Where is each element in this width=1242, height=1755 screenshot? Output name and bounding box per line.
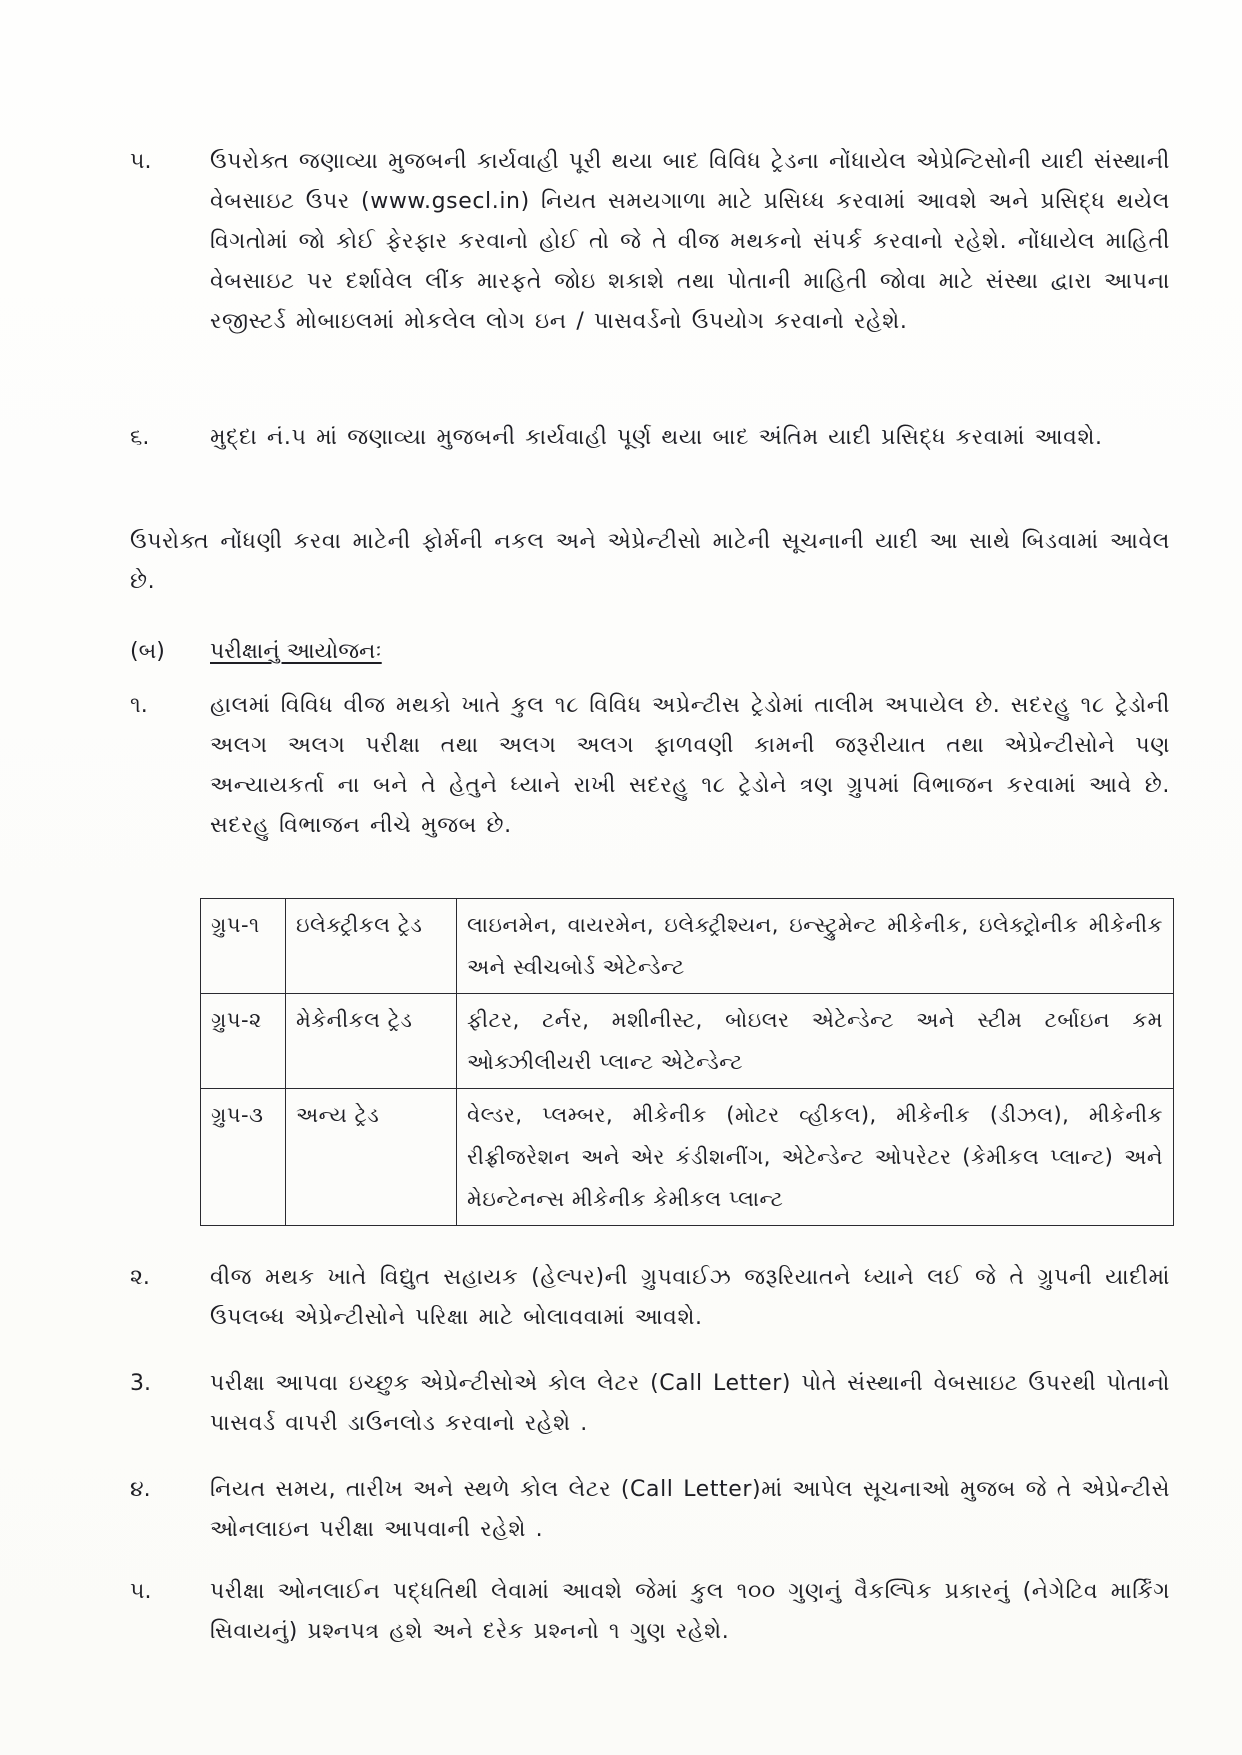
- group-cell: ગ્રુપ-૧: [201, 899, 286, 994]
- item-number: ૧.: [130, 693, 148, 718]
- item-text: હાલમાં વિવિધ વીજ મથકો ખાતે કુલ ૧૮ વિવિધ અપ્રેન્ટીસ ટ્રેડોમાં તાલીમ અપાયેલ છે. સદરહુ ૧૮ ટ્રેડોની અલગ અલગ પરીક્ષા તથા અલગ અલગ ફાળવણી કામની જરૂરીયાત તથા એપ્રેન્ટીસોને પણ અન્યાયકર્તા ના બને તે હેતુને ધ્યાને રાખી સદરહુ ૧૮ ટ્રેડોને ત્રણ ગ્રુપમાં વિભાજન કરવામાં આવે છે. સદરહુ વિભાજન નીચે મુજબ છે.: [210, 693, 1170, 838]
- list-item-2: [130, 1258, 1170, 1338]
- list-item-4: [130, 1470, 1170, 1550]
- attachment-paragraph: ઉપરોક્ત નોંધણી કરવા માટેની ફોર્મની નકલ અને એપ્રેન્ટીસો માટેની સૂચનાની યાદી આ સાથે બિડવામાં આવેલ છે.: [130, 529, 1170, 594]
- item-number: ૬.: [130, 425, 150, 450]
- item-text: વીજ મથક ખાતે વિદ્યુત સહાયક (હેલ્પર)ની ગ્રુપવાઈઝ જરૂરિયાતને ધ્યાને લઈ જે તે ગ્રુપની યાદીમાં ઉપલબ્ધ એપ્રેન્ટીસોને પરિક્ષા માટે બોલાવવામાં આવશે.: [210, 1265, 1170, 1330]
- list-item-5-exam: [130, 1572, 1170, 1652]
- section-tag: (બ): [130, 639, 165, 664]
- group-cell: ગ્રુપ-૩: [201, 1089, 286, 1226]
- item-text: મુદ્દા નં.૫ માં જણાવ્યા મુજબની કાર્યવાહી પૂર્ણ થયા બાદ અંતિમ યાદી પ્રસિદ્ધ કરવામાં આવશે.: [210, 425, 1103, 450]
- trades-list-cell: ફીટર, ટર્નર, મશીનીસ્ટ, બોઇલર એટેન્ડેન્ટ અને સ્ટીમ ટર્બાઇન કમ ઓક્ઝીલીયરી પ્લાન્ટ એટેન્ડેન્ટ: [457, 994, 1174, 1089]
- item-text: નિયત સમય, તારીખ અને સ્થળે કોલ લેટર (Call Letter)માં આપેલ સૂચનાઓ મુજબ જે તે એપ્રેન્ટીસે ઓનલાઇન પરીક્ષા આપવાની રહેશે .: [210, 1477, 1170, 1542]
- trades-list-cell: વેલ્ડર, પ્લમ્બર, મીકેનીક (મોટર વ્હીકલ), મીકેનીક (ડીઝલ), મીકેનીક રીફ્રીજરેશન અને એર કંડીશનીંગ, એટેન્ડેન્ટ ઓપરેટર (કેમીકલ પ્લાન્ટ) અને મેઇન્ટેનન્સ મીકેનીક કેમીકલ પ્લાન્ટ: [457, 1089, 1174, 1226]
- table-row: [201, 899, 1174, 994]
- item-number: ૨.: [130, 1265, 150, 1290]
- trade-groups-table: [200, 898, 1174, 1226]
- list-item-5: [130, 142, 1170, 342]
- section-title: પરીક્ષાનું આયોજનઃ: [210, 639, 382, 664]
- list-item-3: [130, 1364, 1170, 1444]
- item-number: ૫.: [130, 149, 152, 174]
- trade-cell: અન્ય ટ્રેડ: [286, 1089, 457, 1226]
- item-number: ૪.: [130, 1477, 151, 1502]
- table-row: [201, 1089, 1174, 1226]
- section-heading: [130, 632, 382, 672]
- item-text: પરીક્ષા ઓનલાઈન પદ્ધતિથી લેવામાં આવશે જેમાં કુલ ૧૦૦ ગુણનું વૈકલ્પિક પ્રકારનું (નેગેટિવ માર્કિંગ સિવાયનું) પ્રશ્નપત્ર હશે અને દરેક પ્રશ્નનો ૧ ગુણ રહેશે.: [210, 1579, 1170, 1644]
- item-number: 3.: [130, 1371, 151, 1396]
- list-item-1: [130, 686, 1170, 846]
- trade-cell: ઇલેક્ટ્રીકલ ટ્રેડ: [286, 899, 457, 994]
- trade-cell: મેકેનીકલ ટ્રેડ: [286, 994, 457, 1089]
- group-cell: ગ્રુપ-૨: [201, 994, 286, 1089]
- item-number: ૫.: [130, 1579, 152, 1604]
- trades-list-cell: લાઇનમેન, વાયરમેન, ઇલેક્ટ્રીશ્યન, ઇન્સ્ટ્રુમેન્ટ મીકેનીક, ઇલેક્ટ્રોનીક મીકેનીક અને સ્વીચબોર્ડ એટેન્ડેન્ટ: [457, 899, 1174, 994]
- item-text: પરીક્ષા આપવા ઇચ્છુક એપ્રેન્ટીસોએ કોલ લેટર (Call Letter) પોતે સંસ્થાની વેબસાઇટ ઉપરથી પોતાનો પાસવર્ડ વાપરી ડાઉનલોડ કરવાનો રહેશે .: [210, 1371, 1170, 1436]
- list-item-6: [130, 418, 1170, 458]
- table-row: [201, 994, 1174, 1089]
- item-text: ઉપરોક્ત જણાવ્યા મુજબની કાર્યવાહી પૂરી થયા બાદ વિવિધ ટ્રેડના નોંધાયેલ એપ્રેન્ટિસોની યાદી સંસ્થાની વેબસાઇટ ઉપર (www.gsecl.in) નિયત સમયગાળા માટે પ્રસિધ્ધ કરવામાં આવશે અને પ્રસિદ્ધ થયેલ વિગતોમાં જો કોઈ ફેરફાર કરવાનો હોઈ તો જે તે વીજ મથકનો સંપર્ક કરવાનો રહેશે. નોંધાયેલ માહિતી વેબસાઇટ પર દર્શાવેલ લીંક મારફતે જોઇ શકાશે તથા પોતાની માહિતી જોવા માટે સંસ્થા દ્વારા આપના રજીસ્ટર્ડ મોબાઇલમાં મોકલેલ લોગ ઇન / પાસવર્ડનો ઉપયોગ કરવાનો રહેશે.: [210, 149, 1170, 334]
